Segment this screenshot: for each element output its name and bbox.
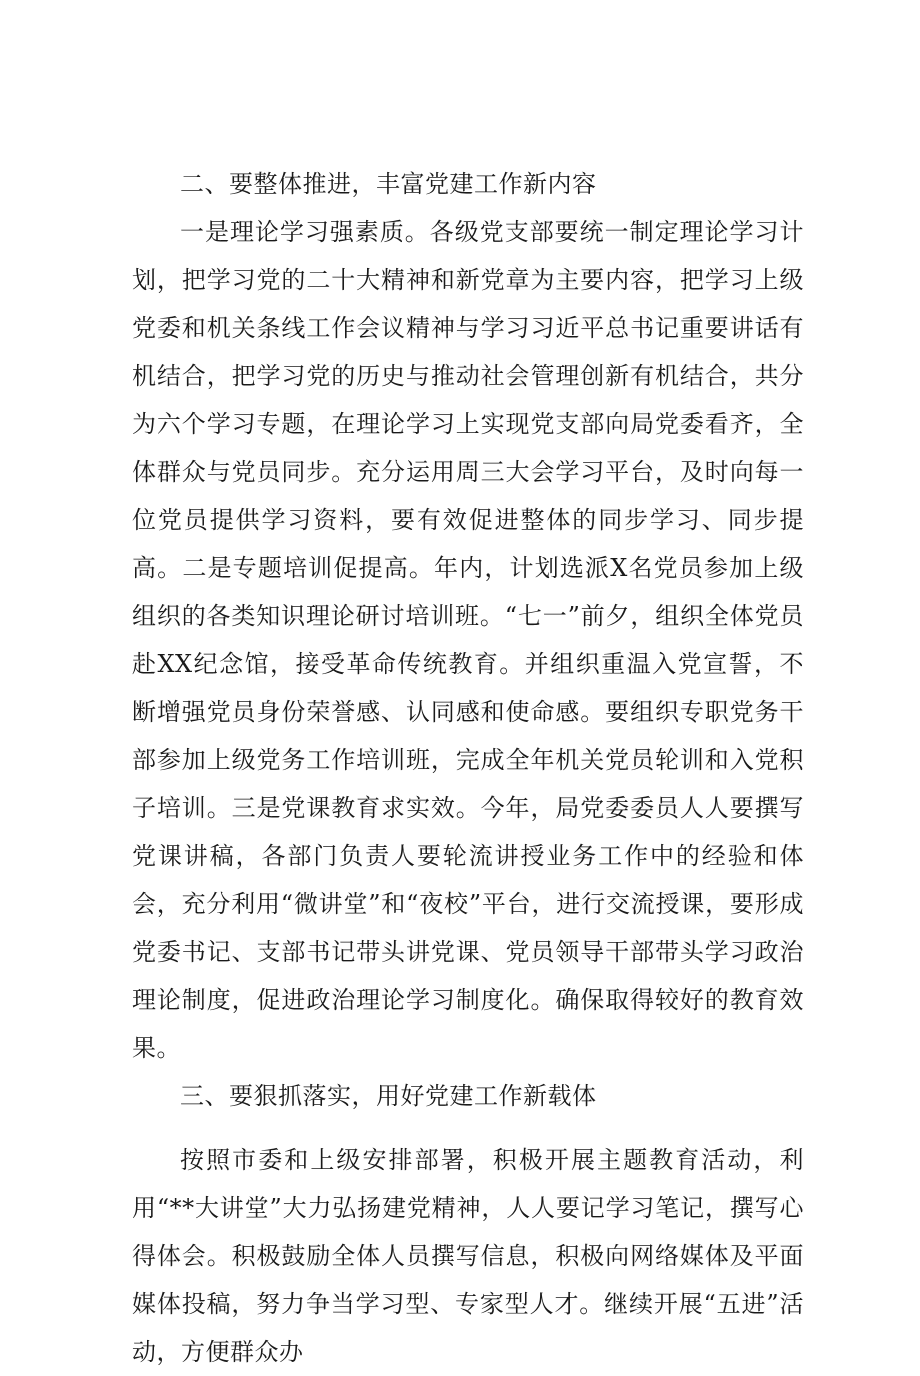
document-body: [132, 160, 804, 1376]
section-3-paragraph: 按照市委和上级安排部署，积极开展主题教育活动，利用“**大讲堂”大力弘扬建党精神，人人要记学习笔记，撰写心得体会。积极鼓励全体人员撰写信息，积极向网络媒体及平面媒体投稿，努力争当学习型、专家型人才。继续开展“五进”活动，方便群众办: [132, 1146, 804, 1366]
section-2-heading: 二、要整体推进，丰富党建工作新内容: [180, 170, 597, 198]
section-3-heading: 三、要狠抓落实，用好党建工作新载体: [180, 1082, 597, 1110]
section-2-paragraph: 一是理论学习强素质。各级党支部要统一制定理论学习计划，把学习党的二十大精神和新党章为主要内容，把学习上级党委和机关条线工作会议精神与学习习近平总书记重要讲话有机结合，把学习党的历史与推动社会管理创新有机结合，共分为六个学习专题，在理论学习上实现党支部向局党委看齐，全体群众与党员同步。充分运用周三大会学习平台，及时向每一位党员提供学习资料，要有效促进整体的同步学习、同步提高。二是专题培训促提高。年内，计划选派X名党员参加上级组织的各类知识理论研讨培训班。“七一”前夕，组织全体党员赴XX纪念馆，接受革命传统教育。并组织重温入党宣誓，不断增强党员身份荣誉感、认同感和使命感。要组织专职党务干部参加上级党务工作培训班，完成全年机关党员轮训和入党积子培训。三是党课教育求实效。今年，局党委委员人人要撰写党课讲稿，各部门负责人要轮流讲授业务工作中的经验和体会，充分利用“微讲堂”和“夜校”平台，进行交流授课，要形成党委书记、支部书记带头讲党课、党员领导干部带头学习政治理论制度，促进政治理论学习制度化。确保取得较好的教育效果。: [132, 218, 804, 1062]
